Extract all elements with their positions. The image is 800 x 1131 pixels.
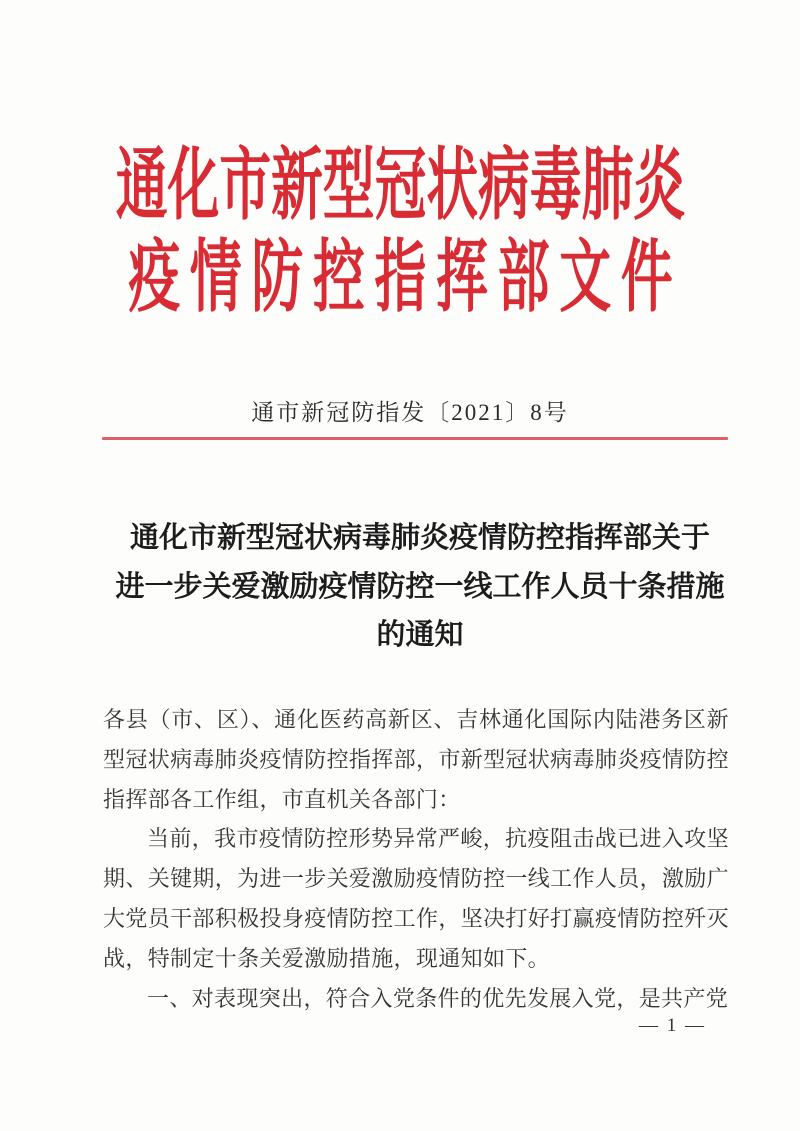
page-number: — 1 — bbox=[639, 1015, 706, 1036]
letterhead-line-2 bbox=[0, 236, 800, 322]
measure-one-paragraph: 一、对表现突出，符合入党条件的优先发展入党，是共产党 bbox=[147, 985, 729, 1011]
title-line-1: 通化市新型冠状病毒肺炎疫情防控指挥部关于 bbox=[129, 522, 710, 554]
document-title bbox=[38, 514, 800, 660]
title-line-3: 的通知 bbox=[376, 619, 464, 651]
letterhead-line-1 bbox=[0, 144, 800, 230]
document-body bbox=[103, 700, 729, 1018]
letterhead-line-2-text: 疫情防控指挥部文件 bbox=[127, 235, 682, 322]
red-divider-rule bbox=[102, 437, 728, 440]
document-number: 通市新冠防指发〔2021〕8号 bbox=[251, 400, 569, 425]
letterhead-line-1-text: 通化市新型冠状病毒肺炎 bbox=[115, 143, 685, 230]
intro-paragraph: 当前，我市疫情防控形势异常严峻，抗疫阻击战已进入攻坚期、关键期，为进一步关爱激励疫情防控一线工作人员，激励广大党员干部积极投身疫情防控工作，坚决打好打赢疫情防控歼灭战，特制定十条关爱激励措施，现通知如下。 bbox=[103, 826, 729, 971]
title-line-2: 进一步关爱激励疫情防控一线工作人员十条措施 bbox=[115, 570, 725, 603]
recipients-paragraph: 各县（市、区）、通化医药高新区、吉林通化国际内陆港务区新型冠状病毒肺炎疫情防控指挥部，市新型冠状病毒肺炎疫情防控指挥部各工作组，市直机关各部门： bbox=[103, 707, 729, 812]
